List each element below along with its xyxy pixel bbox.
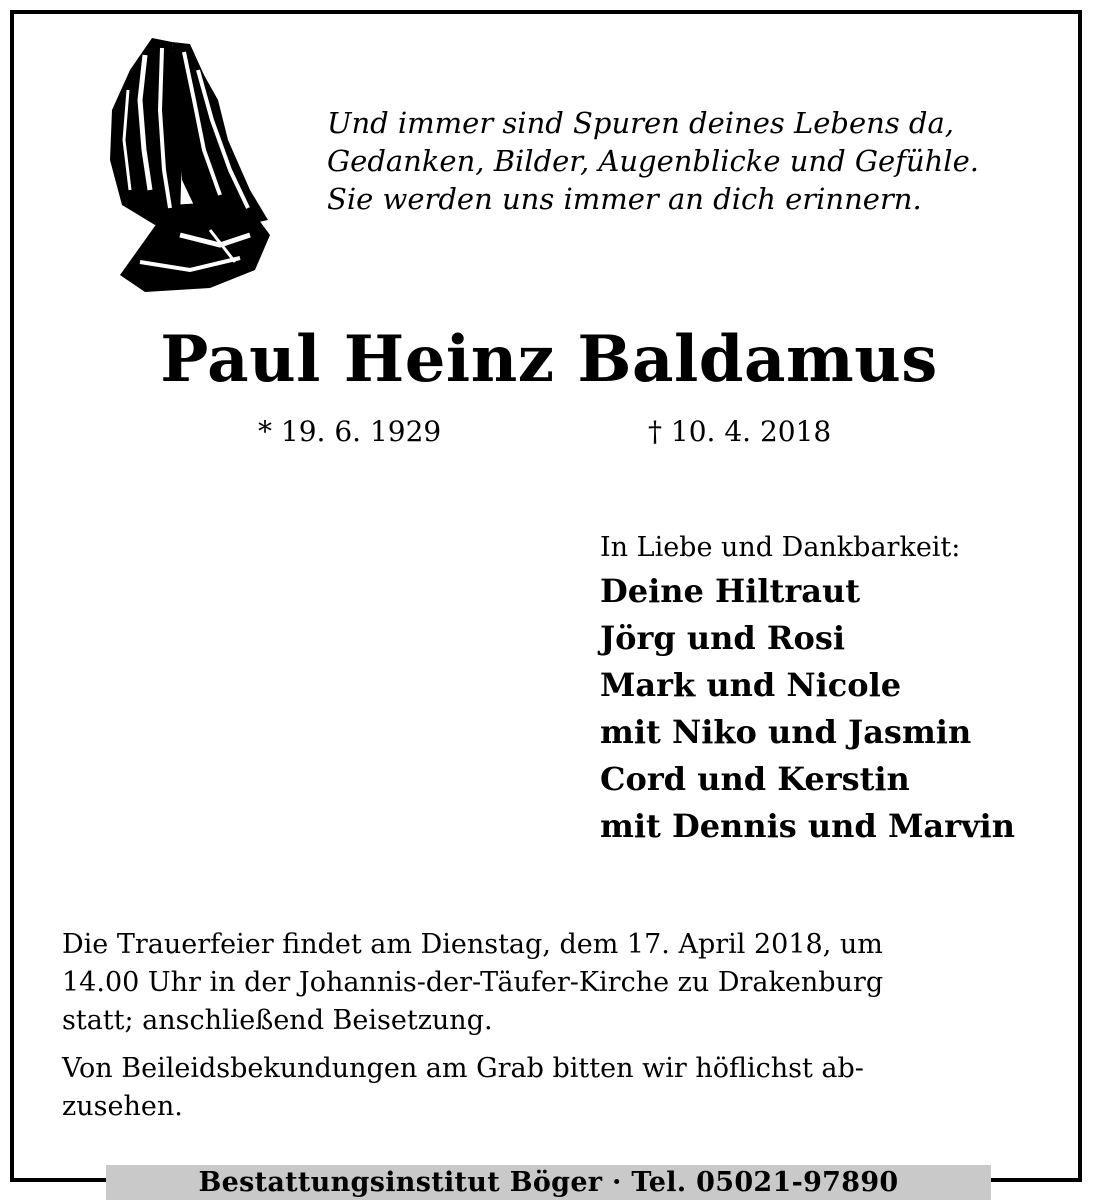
family-name: Mark und Nicole (600, 666, 902, 704)
quote-line: Sie werden uns immer an dich erinnern. (327, 182, 922, 216)
family-signature (600, 528, 1015, 850)
condolence-line: Von Beileidsbekundungen am Grab bitten wir höflichst ab- (62, 1053, 864, 1084)
quote-line: Und immer sind Spuren deines Lebens da, (327, 106, 954, 140)
family-name: Jörg und Rosi (600, 619, 846, 657)
family-name: Deine Hiltraut (600, 572, 860, 610)
family-intro: In Liebe und Dankbarkeit: (600, 532, 961, 563)
ceremony-line: Die Trauerfeier findet am Dienstag, dem 17. April 2018, um (62, 929, 883, 960)
ceremony-details (62, 926, 1036, 1126)
quote-line: Gedanken, Bilder, Augenblicke und Gefühle. (327, 144, 979, 178)
family-name: mit Niko und Jasmin (600, 713, 972, 751)
birth-date: * 19. 6. 1929 (258, 415, 442, 448)
family-name: mit Dennis und Marvin (600, 807, 1015, 845)
deceased-name: Paul Heinz Baldamus (160, 322, 938, 397)
death-date: † 10. 4. 2018 (648, 415, 832, 448)
condolence-line: zusehen. (62, 1091, 183, 1122)
praying-hands-icon (100, 30, 275, 295)
memorial-quote (327, 104, 979, 218)
ceremony-line: 14.00 Uhr in der Johannis-der-Täufer-Kirche zu Drakenburg (62, 967, 884, 998)
family-name: Cord und Kerstin (600, 760, 910, 798)
ceremony-line: statt; anschließend Beisetzung. (62, 1005, 493, 1036)
funeral-home-footer: Bestattungsinstitut Böger · Tel. 05021-97890 (106, 1165, 991, 1200)
